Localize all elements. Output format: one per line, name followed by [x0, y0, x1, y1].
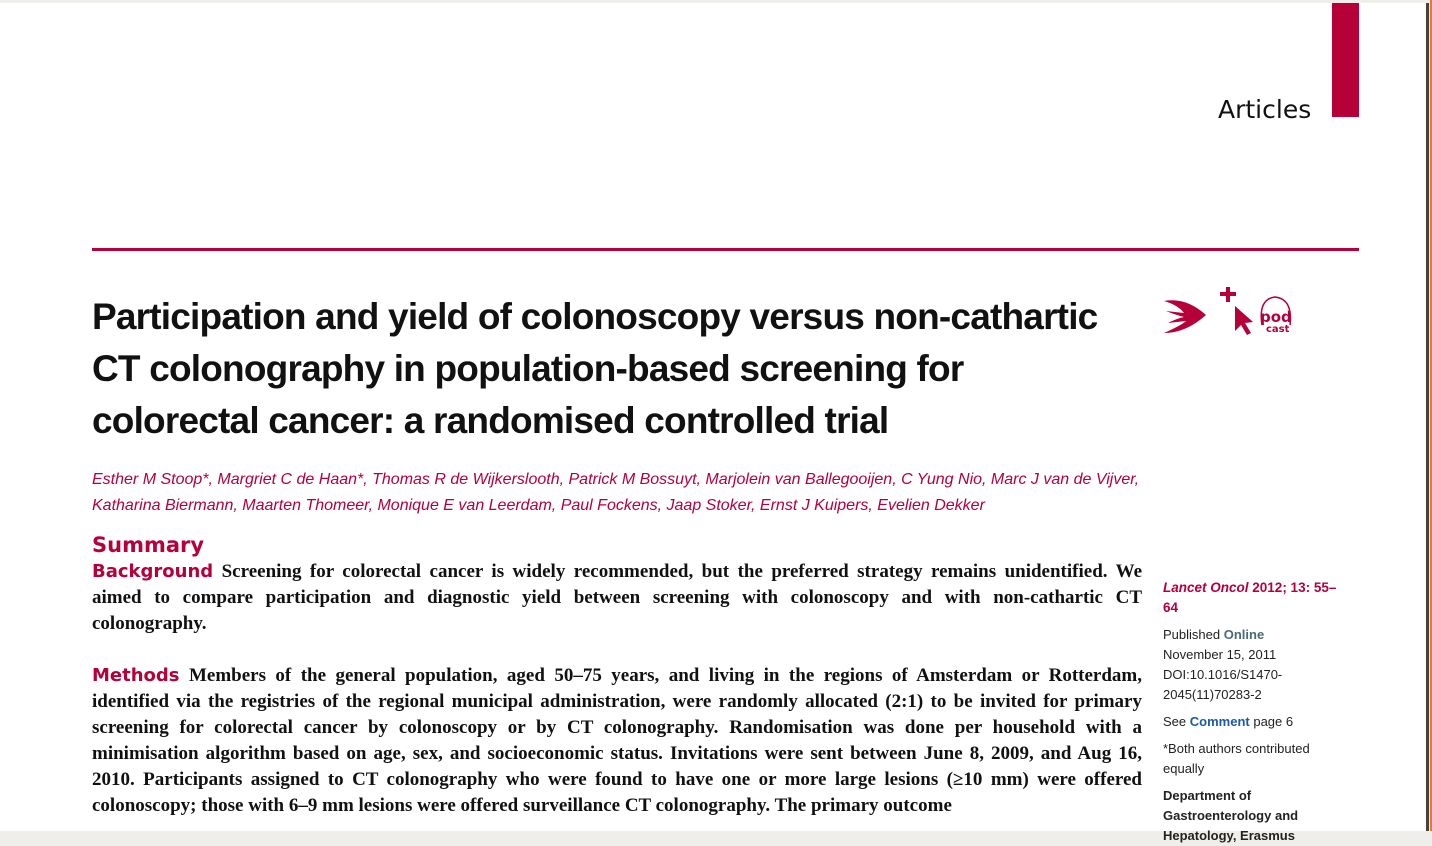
methods-paragraph [92, 663, 1142, 819]
section-tab-marker [1332, 3, 1359, 117]
background-label: Background [92, 561, 214, 582]
summary-heading: Summary [92, 533, 205, 557]
citation [1163, 578, 1348, 618]
equal-contribution-note: *Both authors contributed equally [1163, 741, 1310, 776]
document-page [0, 3, 1429, 843]
lancet-swallow-icon [1164, 300, 1206, 333]
web-extra-cursor-icon[interactable] [1220, 287, 1253, 335]
background-text: Screening for colorectal cancer is widely recommended, but the preferred strategy remains unidentified. We aimed to compare participation and diagnostic yield between screening with colonoscopy and with non-cathartic CT colonography. [92, 561, 1142, 634]
svg-text:pod: pod [1260, 308, 1292, 326]
podcast-icon[interactable] [1260, 297, 1292, 335]
publication-date: November 15, 2011 [1163, 647, 1277, 662]
article-icons [1162, 287, 1302, 344]
author-list: Esther M Stoop*, Margriet C de Haan*, Thomas R de Wijkerslooth, Patrick M Bossuyt, Marjolein van Ballegooijen, C Yung Nio, Marc J van de Vijver, Katharina Biermann, Maarten Thomeer, Monique E van Leerdam, Paul Fockens, Jaap Stoker, Ernst J Kuipers, Evelien Dekker [92, 471, 1140, 514]
section-label: Articles [1218, 95, 1312, 124]
citation-detail: 2012; 13: 55–64 [1163, 580, 1337, 615]
published-label: Published [1163, 627, 1221, 642]
sidebar [1163, 578, 1348, 846]
publication-info [1163, 625, 1348, 705]
doi-line-1: DOI:10.1016/S1470- [1163, 667, 1283, 682]
article-title: Participation and yield of colonoscopy versus non-cathartic CT colonography in population-based screening for colorectal cancer: a randomised controlled trial [92, 296, 1098, 441]
doi-line-2: 2045(11)70283-2 [1163, 687, 1262, 702]
main-column [92, 291, 1142, 819]
journal-name: Lancet Oncol [1163, 580, 1249, 595]
title-rule [92, 248, 1359, 251]
svg-text:cast: cast [1266, 324, 1290, 335]
affiliation: Department of Gastroenterology and Hepatology, Erasmus [1163, 788, 1299, 843]
methods-label: Methods [92, 665, 180, 686]
background-paragraph [92, 559, 1142, 637]
comment-page: page 6 [1253, 714, 1294, 729]
comment-link[interactable]: Comment [1189, 714, 1250, 729]
see-label: See [1163, 714, 1187, 729]
see-comment [1163, 712, 1348, 732]
methods-text: Members of the general population, aged 50–75 years, and living in the regions of Amsterdam or Rotterdam, identified via the registries of the regional municipal administration, were randomly allocated (2:1) to be invited for primary screening for colorectal cancer by colonoscopy or by CT colonography. Randomisation was done per household with a minimisation algorithm based on age, sex, and socioeconomic status. Invitations were sent between June 8, 2009, and Aug 16, 2010. Participants assigned to CT colonography who were found to have one or more large lesions (≥10 mm) were offered colonoscopy; those with 6–9 mm lesions were offered surveillance CT colonography. The primary outcome [92, 665, 1143, 816]
online-link[interactable]: Online [1223, 627, 1265, 642]
